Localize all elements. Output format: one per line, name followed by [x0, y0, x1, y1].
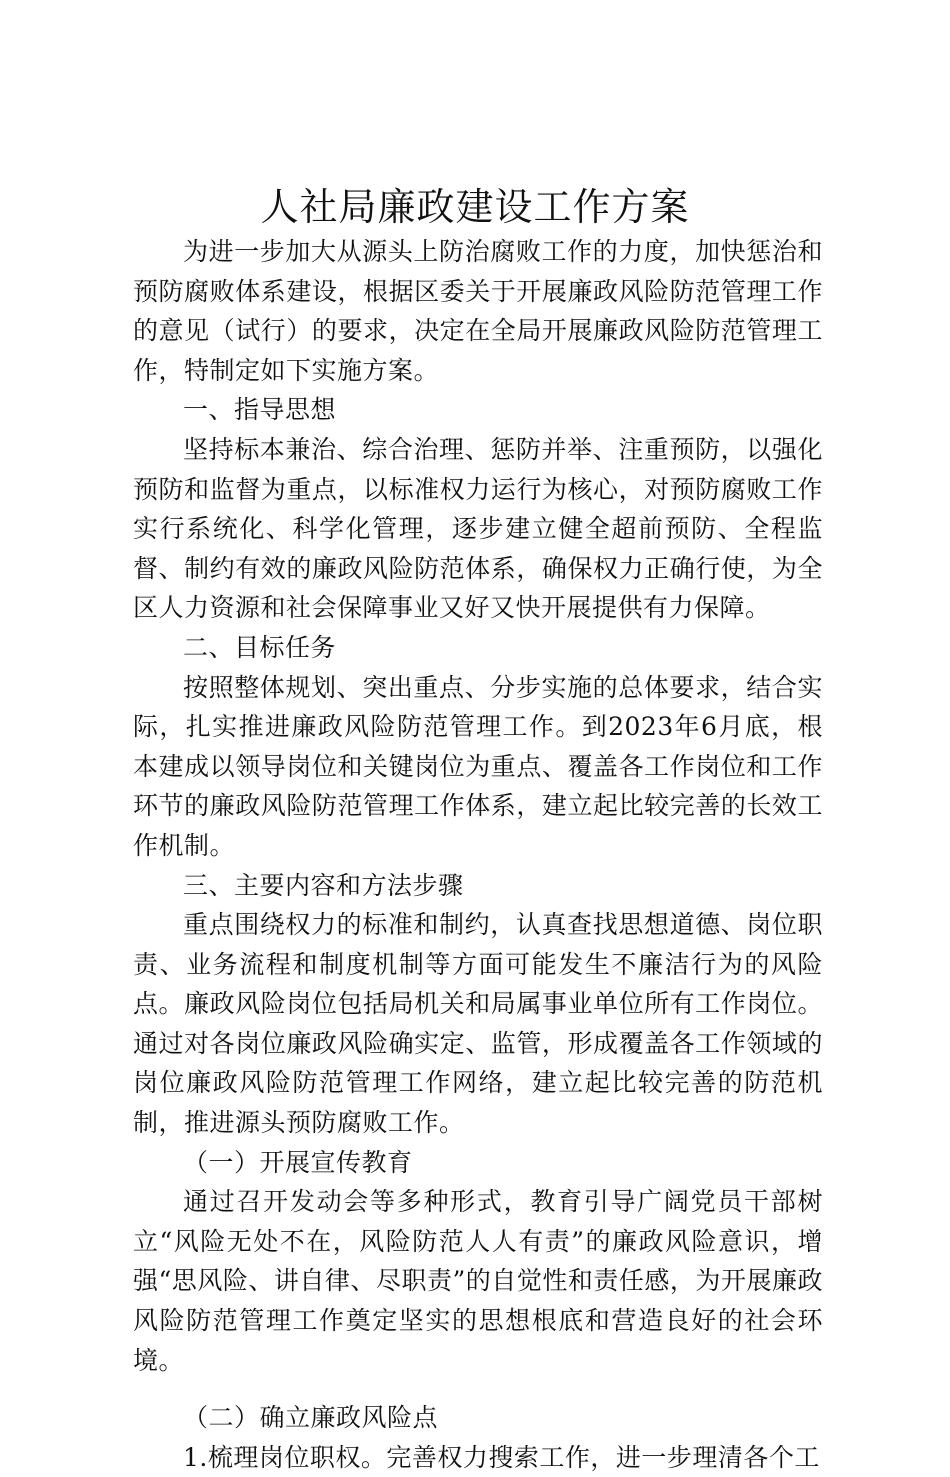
heading-publicity-education: （一）开展宣传教育: [183, 1147, 413, 1177]
document-body: [133, 232, 823, 1477]
heading-risk-points: （二）确立廉政风险点: [183, 1403, 439, 1433]
paragraph-risk-points-start: 1.梳理岗位职权。完善权力搜索工作，进一步理清各个工: [183, 1442, 820, 1472]
paragraph-main-content: 重点围绕权力的标准和制约，认真查找思想道德、岗位职责、业务流程和制度机制等方面可能发生不廉洁行为的风险点。廉政风险岗位包括局机关和局属事业单位所有工作岗位。通过对各岗位廉政风险确实定、监管，形成覆盖各工作领域的岗位廉政风险防范管理工作网络，建立起比较完善的防范机制，推进源头预防腐败工作。: [133, 910, 823, 1138]
heading-main-content: 三、主要内容和方法步骤: [183, 870, 464, 900]
paragraph-guiding-ideology: 坚持标本兼治、综合治理、惩防并举、注重预防，以强化预防和监督为重点，以标准权力运行为核心，对预防腐败工作实行系统化、科学化管理，逐步建立健全超前预防、全程监督、制约有效的廉政风险防范体系，确保权力正确行使，为全区人力资源和社会保障事业又好又快开展提供有力保障。: [133, 434, 823, 623]
paragraph-publicity-education: 通过召开发动会等多种形式，教育引导广阔党员干部树立“风险无处不在，风险防范人人有责”的廉政风险意识，增强“思风险、讲自律、尽职责”的自觉性和责任感，为开展廉政风险防范管理工作奠定坚实的思想根底和营造良好的社会环境。: [133, 1187, 823, 1375]
paragraph-intro: 为进一步加大从源头上防治腐败工作的力度，加快惩治和预防腐败体系建设，根据区委关于开展廉政风险防范管理工作的意见（试行）的要求，决定在全局开展廉政风险防范管理工作，特制定如下实施方案。: [133, 237, 823, 385]
paragraph-goals-tasks: 按照整体规划、突出重点、分步实施的总体要求，结合实际，扎实推进廉政风险防范管理工作。到2023年6月底，根本建成以领导岗位和关键岗位为重点、覆盖各工作岗位和工作环节的廉政风险防范管理工作体系，建立起比较完善的长效工作机制。: [133, 672, 823, 860]
heading-guiding-ideology: 一、指导思想: [183, 395, 337, 425]
document-title: 人社局廉政建设工作方案: [260, 185, 690, 229]
heading-goals-tasks: 二、目标任务: [183, 632, 337, 662]
